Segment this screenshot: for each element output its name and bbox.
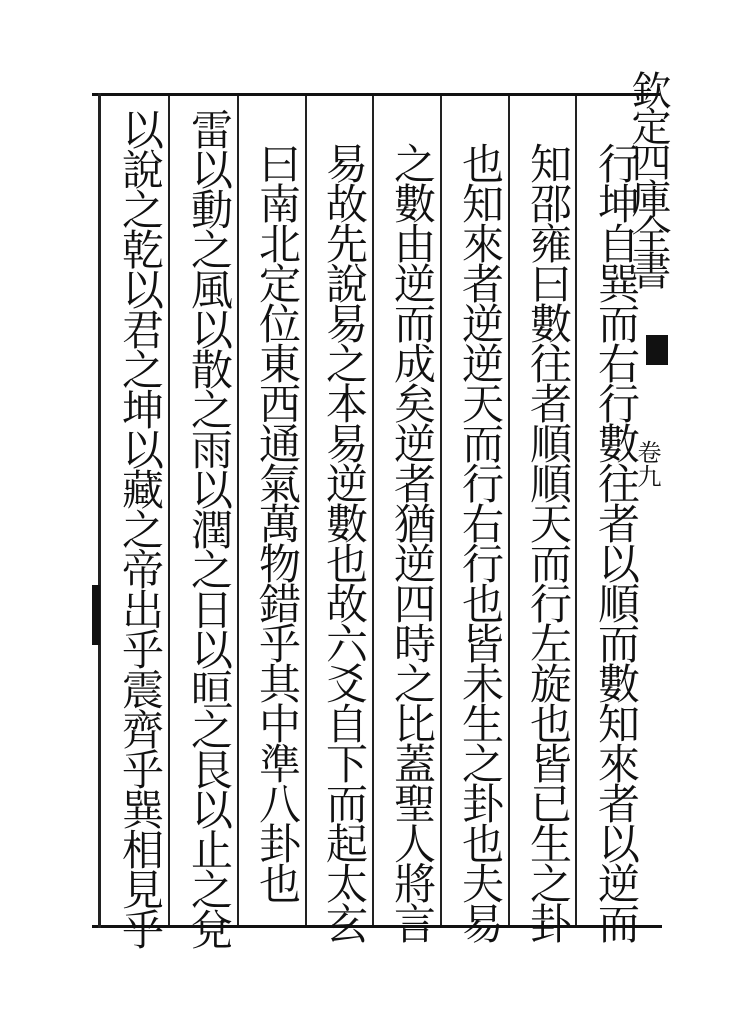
text-column-8: 以說之乾以君之坤以藏之帝出乎震齊乎巽相見乎	[116, 108, 165, 948]
text-column-7: 雷以動之風以散之雨以潤之日以晅之艮以止之兌	[185, 108, 234, 948]
fishtail-mark	[646, 335, 668, 365]
text-column-3: 也知來者逆逆天而行右行也皆未生之卦也夫易	[456, 142, 505, 942]
column-rule	[305, 96, 307, 925]
binding-mark	[92, 585, 100, 645]
text-column-1: 行坤自巽而右行數往者以順而數知來者以逆而	[592, 142, 641, 942]
column-rule	[440, 96, 442, 925]
text-column-2: 知邵雍曰數往者順順天而行左旋也皆已生之卦	[524, 142, 573, 942]
frame-bottom-border	[92, 925, 662, 928]
margin-volume-label: 卷九	[633, 440, 661, 488]
text-column-4: 之數由逆而成矣逆者猶逆四時之比蓋聖人將言	[388, 142, 437, 942]
margin-title: 欽定四庫全書	[625, 70, 671, 286]
column-rule	[237, 96, 239, 925]
text-column-6: 曰南北定位東西通氣萬物錯乎其中準八卦也	[253, 142, 302, 902]
column-rule	[372, 96, 374, 925]
column-rule	[168, 96, 170, 925]
text-column-5: 易故先說易之本易逆數也故六爻自下而起太玄	[320, 142, 369, 942]
frame-left-border	[98, 93, 101, 928]
column-rule	[508, 96, 510, 925]
